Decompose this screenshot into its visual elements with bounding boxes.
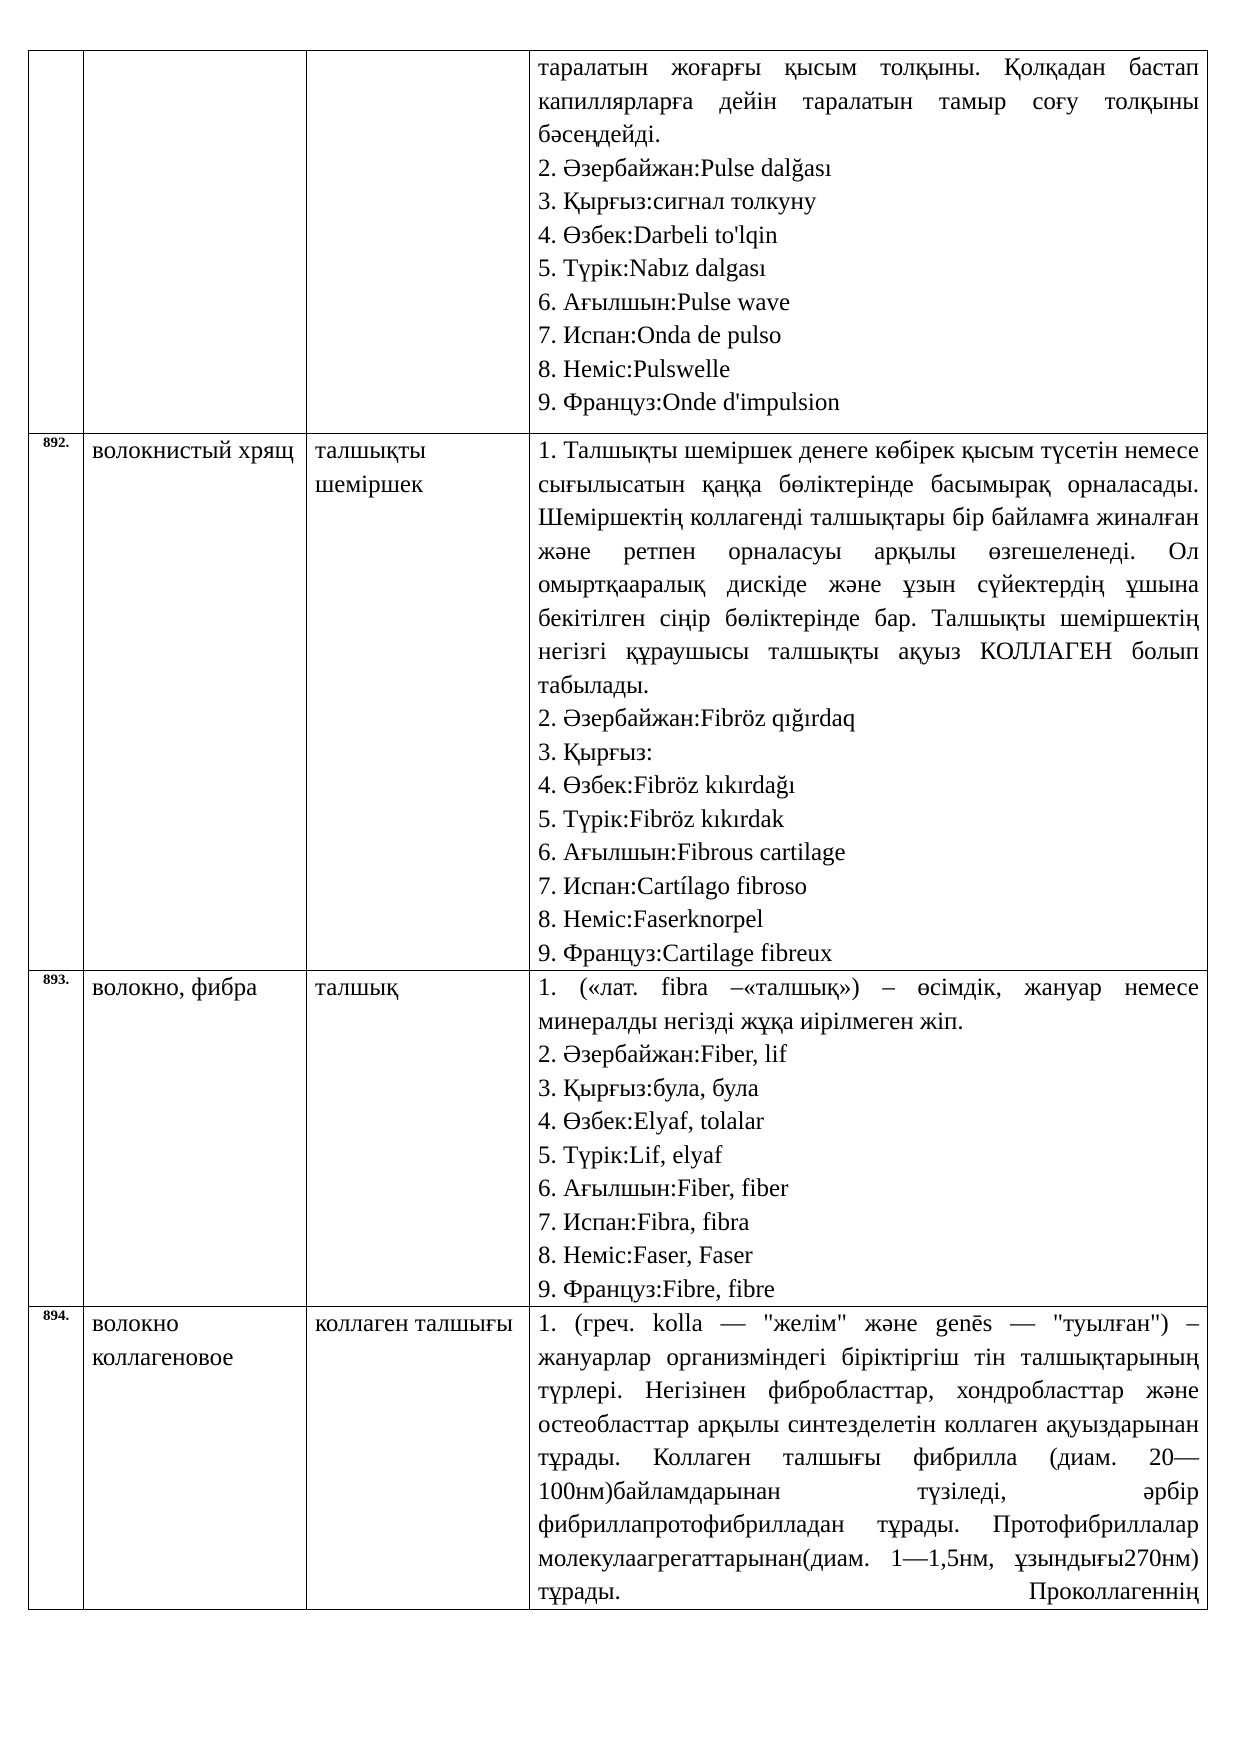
translation-line: 7. Испан:Cartílago fibroso (538, 872, 808, 900)
translation-line: 9. Француз:Onde d'impulsion (538, 389, 840, 416)
translation-line: 5. Түрік:Fibröz kıkırdak (538, 805, 785, 833)
russian-term: волокнистый хрящ (92, 437, 294, 464)
russian-term-cell (84, 51, 307, 434)
table-row (29, 971, 1208, 1307)
entry-number: 894. (43, 1308, 70, 1324)
kazakh-term: талшық (315, 974, 399, 1001)
translation-line: 7. Испан:Onda de pulso (538, 322, 782, 349)
translation-line: 4. Өзбек:Darbeli to'lqin (538, 221, 778, 249)
entry-number: 893. (43, 972, 70, 988)
translation-line: 3. Қырғыз: (538, 738, 653, 766)
kazakh-term-cell (307, 51, 530, 434)
russian-term: волокно, фибра (92, 974, 258, 1001)
table-row (29, 51, 1208, 434)
entry-number-cell (29, 51, 84, 434)
definition-cell (530, 434, 1208, 971)
document-page (28, 50, 1208, 1610)
russian-term-cell (84, 434, 307, 971)
translation-line: 4. Өзбек:Elyaf, tolalar (538, 1108, 765, 1135)
translation-line: 5. Түрік:Lif, elyaf (538, 1141, 723, 1169)
kazakh-term: талшықты шеміршек (315, 437, 426, 498)
translation-line: 2. Әзербайжан:Fiber, lif (538, 1041, 787, 1068)
kazakh-term-cell (307, 971, 530, 1307)
definition-cell (530, 971, 1208, 1307)
kazakh-term: коллаген талшығы (315, 1310, 513, 1337)
entry-number-cell (29, 434, 84, 971)
definition-text: 1. (греч. kolla — "желім" және genēs — "туылған") – жануарлар организміндегі біріктіргіш тін талшықтарының түрлері. Негізінен фибробласттар, хондробласттар және остеобласттар арқылы синтезделетін коллаген ақуыздарынан тұрады. Коллаген талшығы фибрилла (диам. 20—100нм)байламдарынан түзіледі, әрбір фибриллапротофибрилладан тұрады. Протофибриллалар молекулаагрегаттарынан(диам. 1—1,5нм, ұзындығы270нм) тұрады. Проколлагеннің (538, 1310, 1199, 1605)
translation-line: 8. Неміс:Faser, Faser (538, 1242, 753, 1269)
entry-number-cell (29, 1307, 84, 1610)
translation-line: 4. Өзбек:Fibröz kıkırdağı (538, 772, 796, 799)
russian-term: волокно коллагеновое (92, 1310, 234, 1371)
translation-line: 7. Испан:Fibra, fibra (538, 1208, 750, 1236)
russian-term-cell (84, 971, 307, 1307)
definition-text: таралатын жоғарғы қысым толқыны. Қолқадан бастап капиллярларға дейін таралатын тамыр соғу толқыны бәсеңдейді. (538, 54, 1199, 148)
translation-line: 6. Ағылшын:Fibrous cartilage (538, 839, 846, 866)
translation-line: 9. Француз:Cartilage fibreux (538, 939, 833, 967)
kazakh-term-cell (307, 434, 530, 971)
translation-line: 2. Әзербайжан:Fibröz qığırdaq (538, 705, 856, 732)
entry-number: 892. (43, 435, 70, 451)
dictionary-table (28, 50, 1208, 1610)
table-row (29, 434, 1208, 971)
translation-line: 3. Қырғыз:сигнал толкуну (538, 188, 817, 215)
translation-line: 6. Ағылшын:Fiber, fiber (538, 1175, 789, 1202)
translation-line: 2. Әзербайжан:Pulse dalğası (538, 154, 832, 182)
translation-line: 6. Ағылшын:Pulse wave (538, 288, 791, 316)
definition-text: 1. («лат. fibra –«талшық») – өсімдік, жануар немесе минералды негізді жұқа иірілмеген жіп. (538, 974, 1199, 1035)
translation-line: 9. Француз:Fibre, fibre (538, 1275, 775, 1303)
translation-line: 3. Қырғыз:була, була (538, 1074, 759, 1102)
translation-line: 8. Неміс:Pulswelle (538, 355, 731, 383)
russian-term-cell (84, 1307, 307, 1610)
definition-cell (530, 1307, 1208, 1610)
kazakh-term-cell (307, 1307, 530, 1610)
definition-cell (530, 51, 1208, 434)
table-row (29, 1307, 1208, 1610)
translation-line: 8. Неміс:Faserknorpel (538, 906, 764, 933)
entry-number-cell (29, 971, 84, 1307)
translation-line: 5. Түрік:Nabız dalgası (538, 255, 767, 282)
definition-text: 1. Талшықты шеміршек денеге көбірек қысым түсетін немесе сығылысатын қаңқа бөліктерінде басымырақ орналасады. Шеміршектің коллагенді талшықтары бір байламға жиналған және ретпен орналасуы арқылы өзгешеленеді. Ол омыртқааралық дискіде және ұзын сүйектердің ұшына бекітілген сіңір бөліктерінде бар. Талшықты шеміршектің негізгі құраушысы талшықты ақуыз КОЛЛАГЕН болып табылады. (538, 437, 1199, 699)
